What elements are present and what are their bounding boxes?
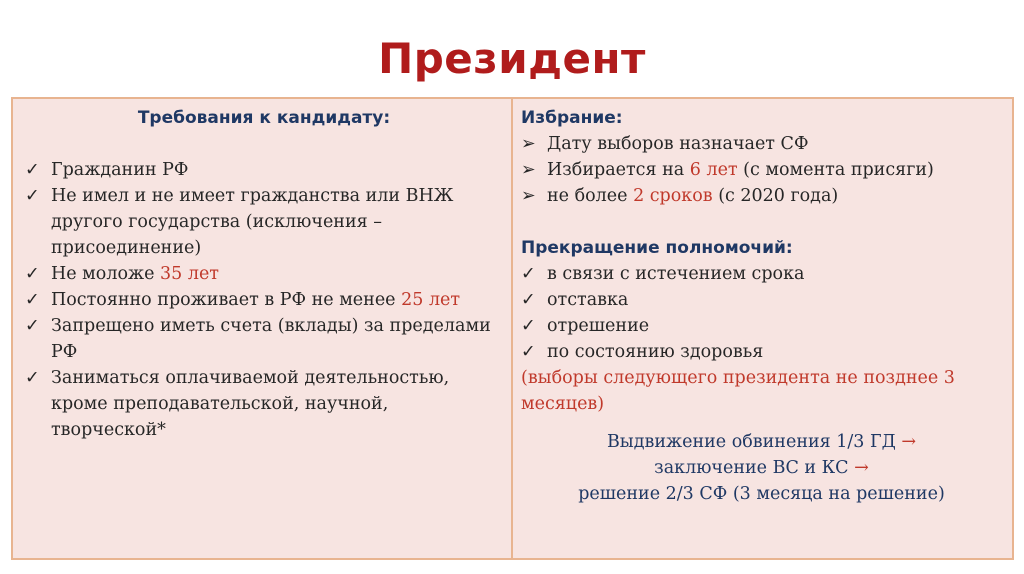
list-item: ✓ Заниматься оплачиваемой деятельностью, кроме преподавательской, научной, творческой* xyxy=(25,365,503,443)
residence-years-value: 25 лет xyxy=(401,290,461,310)
check-icon: ✓ xyxy=(25,290,40,310)
term-limit-value: 2 сроков xyxy=(633,186,713,206)
termination-heading: Прекращение полномочий: xyxy=(521,238,793,258)
list-item: ✓ Постоянно проживает в РФ не менее 25 лет xyxy=(25,287,503,313)
check-icon: ✓ xyxy=(25,264,40,284)
election-column xyxy=(513,99,1012,558)
arrow-right-icon: → xyxy=(854,458,869,478)
next-election-note: (выборы следующего президента не позднее 3 месяцев) xyxy=(521,368,955,414)
arrow-bullet-icon: ➢ xyxy=(521,186,536,206)
list-item: ➢ Дату выборов назначает СФ xyxy=(521,131,1002,157)
check-icon: ✓ xyxy=(25,368,40,388)
requirements-list xyxy=(25,157,503,443)
content-table xyxy=(11,97,1014,560)
arrow-bullet-icon: ➢ xyxy=(521,160,536,180)
list-item: ✓ отрешение xyxy=(521,313,1002,339)
check-icon: ✓ xyxy=(521,342,536,362)
requirements-heading: Требования к кандидату: xyxy=(137,108,391,128)
check-icon: ✓ xyxy=(25,186,40,206)
election-heading: Избрание: xyxy=(521,108,623,128)
list-item: ✓ отставка xyxy=(521,287,1002,313)
check-icon: ✓ xyxy=(521,290,536,310)
election-list xyxy=(521,131,1002,209)
arrow-bullet-icon: ➢ xyxy=(521,134,536,154)
requirements-column xyxy=(13,99,513,558)
check-icon: ✓ xyxy=(521,316,536,336)
check-icon: ✓ xyxy=(521,264,536,284)
list-item: ✓ Не имел и не имеет гражданства или ВНЖ другого государства (исключения – присоединение) xyxy=(25,183,503,261)
check-icon: ✓ xyxy=(25,316,40,336)
arrow-right-icon: → xyxy=(901,432,917,452)
impeachment-procedure: Выдвижение обвинения 1/3 ГД → заключение ВС и КС → решение 2/3 СФ (3 месяца на решение) xyxy=(578,432,945,504)
check-icon: ✓ xyxy=(25,160,40,180)
term-length-value: 6 лет xyxy=(689,160,738,180)
min-age-value: 35 лет xyxy=(160,264,219,284)
list-item: ✓ по состоянию здоровья xyxy=(521,339,1002,365)
list-item: ✓ в связи с истечением срока xyxy=(521,261,1002,287)
termination-list xyxy=(521,261,1002,365)
list-item: ➢ не более 2 сроков (с 2020 года) xyxy=(521,183,1002,209)
page-title: Президент xyxy=(378,34,646,83)
list-item: ➢ Избирается на 6 лет (с момента присяги) xyxy=(521,157,1002,183)
list-item: ✓ Запрещено иметь счета (вклады) за пределами РФ xyxy=(25,313,503,365)
list-item: ✓ Не моложе 35 лет xyxy=(25,261,503,287)
list-item: ✓ Гражданин РФ xyxy=(25,157,503,183)
